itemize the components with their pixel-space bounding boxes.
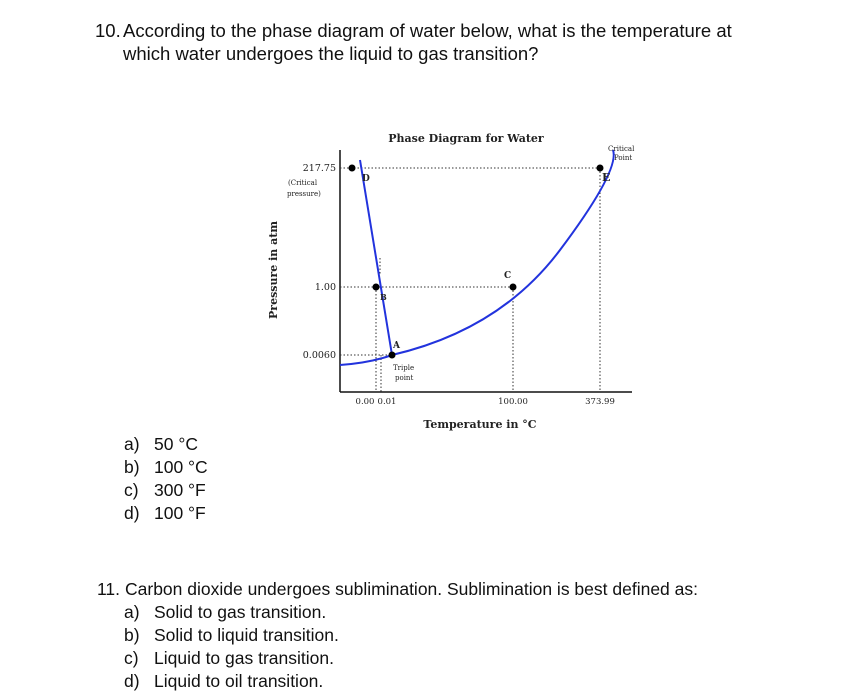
critical-pressure-note: (Critical pressure) xyxy=(287,179,321,198)
y-axis-label: Pressure in atm xyxy=(267,221,280,319)
option-text: 300 °F xyxy=(154,480,206,500)
option-letter: b) xyxy=(124,457,140,477)
option-a[interactable] xyxy=(124,433,208,456)
question-text: Carbon dioxide undergoes sublimination. Sublimination is best defined as: xyxy=(125,579,698,599)
x-tick-label: 0.00 xyxy=(355,397,375,407)
option-letter: c) xyxy=(124,648,139,668)
option-text: Liquid to gas transition. xyxy=(154,648,334,668)
option-a[interactable] xyxy=(97,601,698,624)
critical-point-note: Critical Point xyxy=(608,145,635,162)
option-c[interactable] xyxy=(97,647,698,670)
chart-title: Phase Diagram for Water xyxy=(388,132,544,145)
option-text: 100 °C xyxy=(154,457,208,477)
triple-point-note: Triple point xyxy=(393,364,415,382)
option-text: Liquid to oil transition. xyxy=(154,671,324,691)
phase-curves xyxy=(340,150,614,365)
option-text: 100 °F xyxy=(154,503,206,523)
option-text: Solid to liquid transition. xyxy=(154,625,339,645)
label-a: A xyxy=(393,341,400,351)
option-text: Solid to gas transition. xyxy=(154,602,327,622)
x-tick-label: 100.00 xyxy=(498,397,528,407)
question-text: According to the phase diagram of water below, what is the temperature at xyxy=(123,20,732,41)
x-tick-label: 0.01 xyxy=(377,397,397,407)
option-letter: d) xyxy=(124,503,140,523)
option-c[interactable] xyxy=(124,479,208,502)
option-b[interactable] xyxy=(124,456,208,479)
y-tick-label: 1.00 xyxy=(314,282,336,293)
option-letter: a) xyxy=(124,602,140,622)
option-text: 50 °C xyxy=(154,434,198,454)
option-b[interactable] xyxy=(97,624,698,647)
question-11-stem xyxy=(97,578,698,601)
point-c xyxy=(510,284,517,291)
point-d xyxy=(349,165,356,172)
y-tick-label: 0.0060 xyxy=(302,350,336,361)
x-axis-label: Temperature in °C xyxy=(423,418,537,431)
option-letter: c) xyxy=(124,480,139,500)
question-number: 10. xyxy=(95,20,121,41)
question-number: 11. xyxy=(97,579,121,599)
question-10-options xyxy=(124,433,208,525)
option-letter: a) xyxy=(124,434,140,454)
label-e: E xyxy=(602,171,611,184)
option-d[interactable] xyxy=(124,502,208,525)
x-tick-label: 373.99 xyxy=(585,397,615,407)
label-b: B xyxy=(380,292,387,302)
label-d: D xyxy=(362,174,370,184)
point-a xyxy=(389,352,396,359)
question-11 xyxy=(97,578,698,693)
option-d[interactable] xyxy=(97,670,698,693)
label-c: C xyxy=(504,271,512,281)
option-letter: b) xyxy=(124,625,140,645)
point-b xyxy=(373,284,380,291)
phase-points xyxy=(349,165,604,359)
solid-gas-curve xyxy=(340,355,392,365)
y-tick-label: 217.75 xyxy=(302,163,336,174)
option-letter: d) xyxy=(124,671,140,691)
liquid-gas-curve xyxy=(392,150,614,355)
question-10-line2: which water undergoes the liquid to gas transition? xyxy=(123,42,539,64)
